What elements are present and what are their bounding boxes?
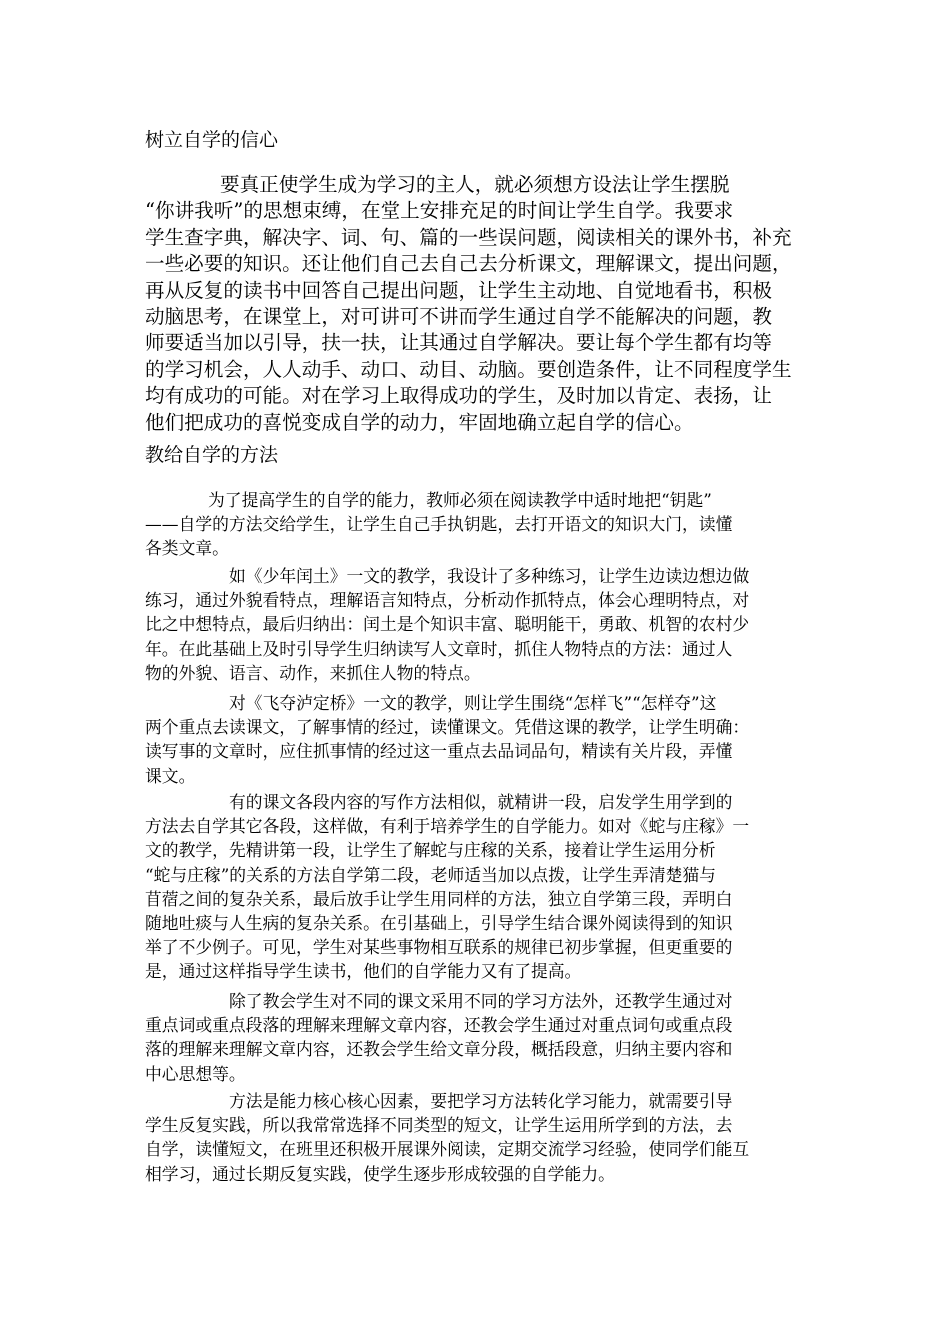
paragraph-line: 文的教学，先精讲第一段，让学生了解蛇与庄稼的关系，接着让学生运用分析 <box>145 840 716 861</box>
paragraph-line: ——自学的方法交给学生，让学生自己手执钥匙，去打开语文的知识大门，读懂 <box>145 514 733 535</box>
paragraph-line: 方法是能力核心核心因素，要把学习方法转化学习能力，就需要引导 <box>229 1091 733 1111</box>
paragraph-line: 随地吐痰与人生病的复杂关系。在引基础上，引导学生结合课外阅读得到的知识 <box>145 913 733 934</box>
paragraph-line: 各类文章。 <box>145 538 229 559</box>
paragraph-line: 均有成功的可能。对在学习上取得成功的学生，及时加以肯定、表扬，让 <box>145 384 772 408</box>
paragraph-line: 一些必要的知识。还让他们自己去自己去分析课文，理解课文，提出问题， <box>145 252 792 276</box>
paragraph-line: 有的课文各段内容的写作方法相似，就精讲一段，启发学生用学到的 <box>229 792 733 812</box>
paragraph-line: 中心思想等。 <box>145 1063 246 1084</box>
paragraph-line: 重点词或重点段落的理解来理解文章内容，还教会学生通过对重点词句或重点段 <box>145 1015 733 1036</box>
paragraph-practice <box>145 1089 815 1186</box>
paragraph-line: 练习，通过外貌看特点，理解语言知特点，分析动作抓特点，体会心理明特点，对 <box>145 590 750 611</box>
paragraph-line: 师要适当加以引导，扶一扶，让其通过自学解决。要让每个学生都有均等 <box>145 331 772 355</box>
paragraph-line: 方法去自学其它各段，这样做，有利于培养学生的自学能力。如对《蛇与庄稼》一 <box>145 816 750 837</box>
paragraph-line: 对《飞夺泸定桥》一文的教学，则让学生围绕“怎样飞”“怎样夺”这 <box>229 693 717 713</box>
paragraph-line: 再从反复的读书中回答自己提出问题，让学生主动地、自觉地看书，积极 <box>145 278 772 302</box>
paragraph-line: 年。在此基础上及时引导学生归纳读写人文章时，抓住人物特点的方法：通过人 <box>145 638 733 659</box>
paragraph-line: 比之中想特点，最后归纳出：闰土是个知识丰富、聪明能干，勇敢、机智的农村少 <box>145 614 750 635</box>
paragraph-example-runtu <box>145 564 815 685</box>
paragraph-example-luding-bridge <box>145 691 815 788</box>
paragraph-line: 两个重点去读课文，了解事情的经过，读懂课文。凭借这课的教学，让学生明确： <box>145 717 750 738</box>
paragraph-line: 动脑思考，在课堂上，对可讲可不讲而学生通过自学不能解决的问题，教 <box>145 305 772 329</box>
paragraph-line: 读写事的文章时，应住抓事情的经过这一重点去品词品句，精读有关片段，弄懂 <box>145 741 733 762</box>
paragraph-line: 相学习，通过长期反复实践，使学生逐步形成较强的自学能力。 <box>145 1163 615 1184</box>
paragraph-example-snake-crops <box>145 790 815 984</box>
paragraph-method-intro <box>145 488 815 561</box>
paragraph-line: 自学，读懂短文，在班里还积极开展课外阅读，定期交流学习经验，使同学们能互 <box>145 1139 750 1160</box>
paragraph-line: 如《少年闰土》一文的教学，我设计了多种练习，让学生边读边想边做 <box>229 566 750 586</box>
section-heading-confidence: 树立自学的信心 <box>145 129 279 151</box>
paragraph-line: 苜蓿之间的复杂关系，最后放手让学生用同样的方法，独立自学第三段，弄明白 <box>145 888 733 909</box>
paragraph-line: 是，通过这样指导学生读书，他们的自学能力又有了提高。 <box>145 961 582 982</box>
section-heading-method: 教给自学的方法 <box>145 444 279 466</box>
paragraph-confidence <box>145 172 815 436</box>
paragraph-line: 要真正使学生成为学习的主人，就必须想方设法让学生摆脱 <box>220 173 730 196</box>
paragraph-line: 课文。 <box>145 765 196 786</box>
paragraph-line: “你讲我听”的思想束缚，在堂上安排充足的时间让学生自学。我要求 <box>145 199 734 223</box>
paragraph-key-words <box>145 989 815 1086</box>
paragraph-line: 学生查字典，解决字、词、句、篇的一些误问题，阅读相关的课外书，补充 <box>145 225 792 249</box>
paragraph-line: 他们把成功的喜悦变成自学的动力，牢固地确立起自学的信心。 <box>145 410 694 434</box>
paragraph-line: 学生反复实践，所以我常常选择不同类型的短文，让学生运用所学到的方法，去 <box>145 1115 733 1136</box>
paragraph-line: 举了不少例子。可见，学生对某些事物相互联系的规律已初步掌握，但更重要的 <box>145 937 733 958</box>
paragraph-line: 物的外貌、语言、动作，来抓住人物的特点。 <box>145 662 481 683</box>
paragraph-line: “蛇与庄稼”的关系的方法自学第二段，老师适当加以点拨，让学生弄清楚猫与 <box>145 864 716 885</box>
paragraph-line: 的学习机会，人人动手、动口、动目、动脑。要创造条件，让不同程度学生 <box>145 357 792 381</box>
paragraph-line: 落的理解来理解文章内容，还教会学生给文章分段，概括段意，归纳主要内容和 <box>145 1039 733 1060</box>
paragraph-line: 除了教会学生对不同的课文采用不同的学习方法外，还教学生通过对 <box>229 991 733 1011</box>
paragraph-line: 为了提高学生的自学的能力，教师必须在阅读教学中适时地把“钥匙” <box>208 490 712 510</box>
